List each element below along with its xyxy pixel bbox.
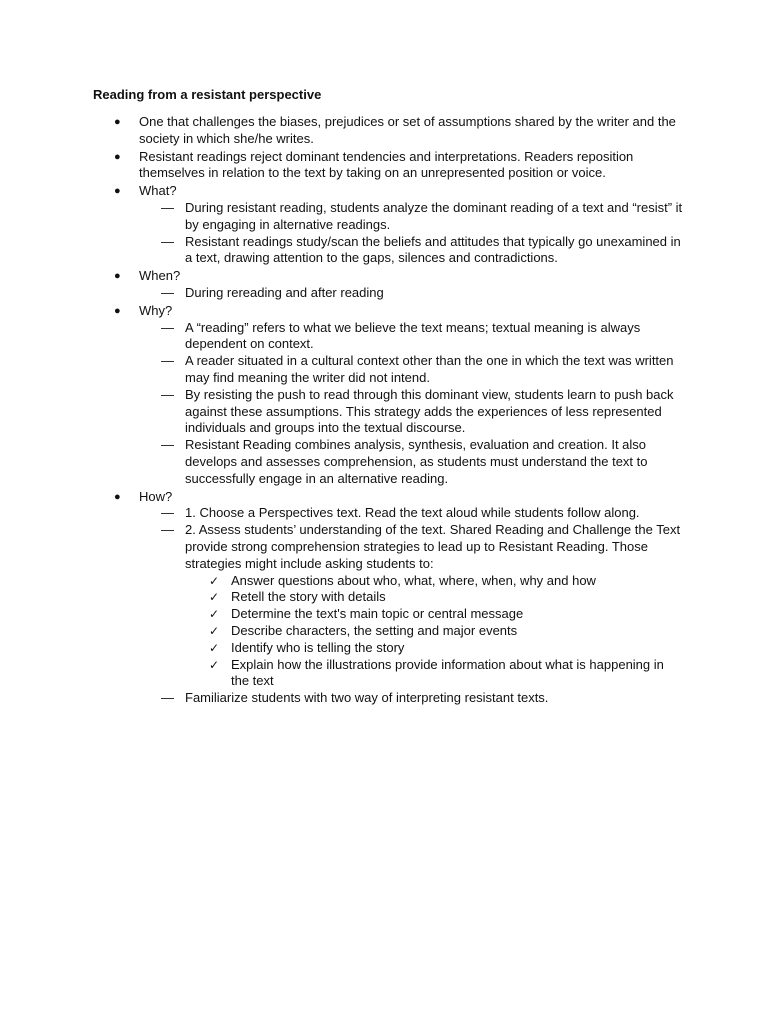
document-content: [93, 86, 683, 708]
bullet-item: [93, 268, 683, 302]
sub-item: [139, 437, 683, 487]
checkmark-icon: ✓: [209, 657, 220, 672]
sub-item: [139, 522, 683, 690]
bullet-item: [93, 114, 683, 148]
checklist-item: [185, 589, 683, 606]
dash-bullet-icon: —: [161, 690, 174, 706]
sub-item-text: By resisting the push to read through this dominant view, students learn to push back against these assumptions. This strategy adds the experiences of less represented individuals and groups into the textual discourse.: [185, 386, 674, 436]
sub-item: [139, 387, 683, 437]
dash-bullet-icon: —: [161, 233, 174, 249]
checkmark-icon: ✓: [209, 640, 220, 655]
dash-bullet-icon: —: [161, 386, 174, 402]
checklist-item: [185, 657, 683, 691]
dash-bullet-icon: —: [161, 505, 174, 521]
checklist-item-text: Explain how the illustrations provide information about what is happening in the text: [231, 656, 664, 689]
bullet-text: Why?: [139, 302, 173, 318]
dash-bullet-icon: —: [161, 319, 174, 335]
sub-item: [139, 285, 683, 302]
bullet-dot-icon: ●: [114, 116, 121, 128]
sub-item-text: Familiarize students with two way of interpreting resistant texts.: [185, 690, 549, 706]
sub-list: [139, 200, 683, 267]
bullet-text: What?: [139, 183, 177, 199]
sub-item: [139, 690, 683, 707]
checkmark-icon: ✓: [209, 607, 220, 622]
sub-item-text: 1. Choose a Perspectives text. Read the text aloud while students follow along.: [185, 505, 640, 521]
sub-list: [139, 285, 683, 302]
checklist-item-text: Describe characters, the setting and major events: [231, 622, 518, 638]
sub-item: [139, 320, 683, 354]
checklist-item: [185, 623, 683, 640]
bullet-item: [93, 149, 683, 183]
sub-item-text: 2. Assess students’ understanding of the text. Shared Reading and Challenge the Text provide strong comprehension strategies to lead up to Resistant Reading. Those strategies might include asking students to:: [185, 522, 681, 571]
sub-item-text: During resistant reading, students analyze the dominant reading of a text and “resist” it by engaging in alternative readings.: [185, 199, 683, 232]
checkmark-icon: ✓: [209, 590, 220, 605]
bullet-dot-icon: ●: [114, 270, 121, 283]
sub-item-text: Resistant readings study/scan the beliefs and attitudes that typically go unexamined in a text, drawing attention to the gaps, silences and contradictions.: [185, 233, 681, 266]
sub-item: [139, 505, 683, 522]
bullet-text: When?: [139, 268, 181, 284]
sub-list: [139, 320, 683, 488]
main-bullet-list: [93, 114, 683, 707]
sub-item: [139, 200, 683, 234]
dash-bullet-icon: —: [161, 437, 174, 453]
sub-item-text: A reader situated in a cultural context other than the one in which the text was written may find meaning the writer did not intend.: [185, 353, 674, 385]
bullet-text: How?: [139, 488, 173, 504]
bullet-dot-icon: ●: [114, 304, 121, 317]
checklist-item-text: Determine the text's main topic or central message: [231, 606, 524, 622]
checklist-item-text: Retell the story with details: [231, 589, 386, 605]
bullet-text: Resistant readings reject dominant tendencies and interpretations. Readers reposition themselves in relation to the text by taking on an unrepresented position or voice.: [139, 148, 634, 181]
document-title: Reading from a resistant perspective: [93, 87, 322, 102]
checkmark-icon: ✓: [209, 623, 220, 638]
bullet-text: One that challenges the biases, prejudices or set of assumptions shared by the writer and the society in which she/he writes.: [139, 114, 676, 146]
sub-item-text: Resistant Reading combines analysis, synthesis, evaluation and creation. It also develops and assesses comprehension, as students must understand the text to successfully engage in an alternative reading.: [185, 437, 648, 486]
checklist: [185, 573, 683, 691]
checklist-item: [185, 606, 683, 623]
bullet-dot-icon: ●: [114, 150, 121, 163]
dash-bullet-icon: —: [161, 199, 174, 215]
checklist-item-text: Identify who is telling the story: [231, 639, 405, 655]
bullet-dot-icon: ●: [114, 185, 121, 198]
sub-item-text: During rereading and after reading: [185, 284, 384, 300]
bullet-item: [93, 303, 683, 488]
dash-bullet-icon: —: [161, 353, 174, 369]
checklist-item-text: Answer questions about who, what, where, when, why and how: [231, 572, 596, 588]
dash-bullet-icon: —: [161, 284, 174, 300]
sub-item: [139, 353, 683, 387]
checklist-item: [185, 640, 683, 657]
sub-item: [139, 234, 683, 268]
sub-list: [139, 505, 683, 707]
bullet-item: [93, 183, 683, 267]
sub-item-text: A “reading” refers to what we believe the text means; textual meaning is always dependent on context.: [185, 319, 641, 352]
bullet-item: [93, 489, 683, 707]
dash-bullet-icon: —: [161, 522, 174, 538]
checklist-item: [185, 573, 683, 590]
bullet-dot-icon: ●: [114, 490, 121, 503]
checkmark-icon: ✓: [209, 573, 220, 588]
